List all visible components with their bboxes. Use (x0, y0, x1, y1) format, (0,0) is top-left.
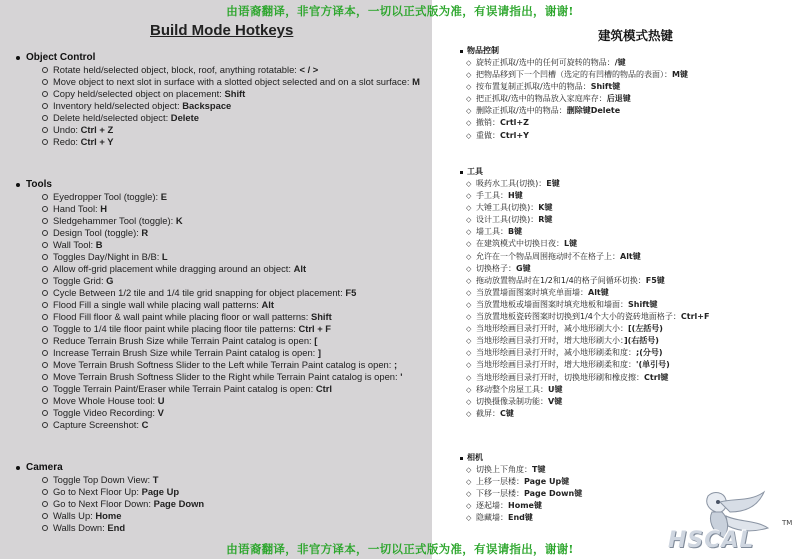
diamond-bullet-icon: ◇ (466, 204, 472, 213)
bullet-icon (16, 466, 20, 470)
circle-bullet-icon (42, 254, 48, 260)
circle-bullet-icon (42, 477, 48, 483)
bullet-icon (16, 56, 20, 60)
circle-bullet-icon (42, 422, 48, 428)
circle-bullet-icon (42, 103, 48, 109)
diamond-bullet-icon: ◇ (466, 95, 472, 104)
diamond-bullet-icon: ◇ (466, 409, 472, 418)
hscal-logo: HSCAL (668, 528, 755, 553)
page-title-english: Build Mode Hotkeys (150, 22, 294, 39)
circle-bullet-icon (42, 362, 48, 368)
circle-bullet-icon (42, 206, 48, 212)
circle-bullet-icon (42, 410, 48, 416)
diamond-bullet-icon: ◇ (466, 502, 472, 511)
circle-bullet-icon (42, 242, 48, 248)
circle-bullet-icon (42, 266, 48, 272)
diamond-bullet-icon: ◇ (466, 59, 472, 67)
translator-banner-bottom: 由语裔翻译，非官方译本，一切以正式版为准，有误请指出，谢谢! (226, 542, 574, 556)
diamond-bullet-icon: ◇ (466, 361, 472, 370)
circle-bullet-icon (42, 278, 48, 284)
diamond-bullet-icon: ◇ (466, 228, 472, 237)
circle-bullet-icon (42, 314, 48, 320)
circle-bullet-icon (42, 525, 48, 531)
circle-bullet-icon (42, 91, 48, 97)
circle-bullet-icon (42, 338, 48, 344)
circle-bullet-icon (42, 350, 48, 356)
circle-bullet-icon (42, 230, 48, 236)
circle-bullet-icon (42, 115, 48, 121)
diamond-bullet-icon: ◇ (466, 276, 472, 285)
bullet-icon (460, 171, 463, 174)
bullet-icon (460, 50, 463, 53)
bullet-icon (16, 183, 20, 187)
circle-bullet-icon (42, 127, 48, 133)
diamond-bullet-icon: ◇ (466, 349, 472, 358)
circle-bullet-icon (42, 386, 48, 392)
diamond-bullet-icon: ◇ (466, 119, 472, 128)
circle-bullet-icon (42, 218, 48, 224)
diamond-bullet-icon: ◇ (466, 192, 472, 201)
diamond-bullet-icon: ◇ (466, 466, 472, 474)
diamond-bullet-icon: ◇ (466, 300, 472, 309)
diamond-bullet-icon: ◇ (466, 385, 472, 394)
diamond-bullet-icon: ◇ (466, 83, 472, 92)
trademark-mark: TM (782, 519, 793, 527)
diamond-bullet-icon: ◇ (466, 216, 472, 225)
circle-bullet-icon (42, 139, 48, 145)
bullet-icon (460, 457, 463, 460)
diamond-bullet-icon: ◇ (466, 107, 472, 116)
diamond-bullet-icon: ◇ (466, 71, 472, 80)
diamond-bullet-icon: ◇ (466, 264, 472, 273)
circle-bullet-icon (42, 374, 48, 380)
diamond-bullet-icon: ◇ (466, 337, 472, 346)
circle-bullet-icon (42, 398, 48, 404)
circle-bullet-icon (42, 489, 48, 495)
circle-bullet-icon (42, 194, 48, 200)
diamond-bullet-icon: ◇ (466, 180, 472, 188)
circle-bullet-icon (42, 79, 48, 85)
diamond-bullet-icon: ◇ (466, 325, 472, 334)
circle-bullet-icon (42, 513, 48, 519)
diamond-bullet-icon: ◇ (466, 131, 472, 140)
diamond-bullet-icon: ◇ (466, 373, 472, 382)
diamond-bullet-icon: ◇ (466, 240, 472, 249)
diamond-bullet-icon: ◇ (466, 288, 472, 297)
diamond-bullet-icon: ◇ (466, 490, 472, 499)
translator-banner-top: 由语裔翻译，非官方译本，一切以正式版为准，有误请指出，谢谢! (226, 4, 574, 18)
circle-bullet-icon (42, 501, 48, 507)
diamond-bullet-icon: ◇ (466, 478, 472, 487)
circle-bullet-icon (42, 290, 48, 296)
diamond-bullet-icon: ◇ (466, 514, 472, 523)
diamond-bullet-icon: ◇ (466, 397, 472, 406)
circle-bullet-icon (42, 67, 48, 73)
diamond-bullet-icon: ◇ (466, 313, 472, 322)
circle-bullet-icon (42, 302, 48, 308)
circle-bullet-icon (42, 326, 48, 332)
diamond-bullet-icon: ◇ (466, 252, 472, 261)
page-title-chinese: 建筑模式热键 (598, 28, 674, 43)
